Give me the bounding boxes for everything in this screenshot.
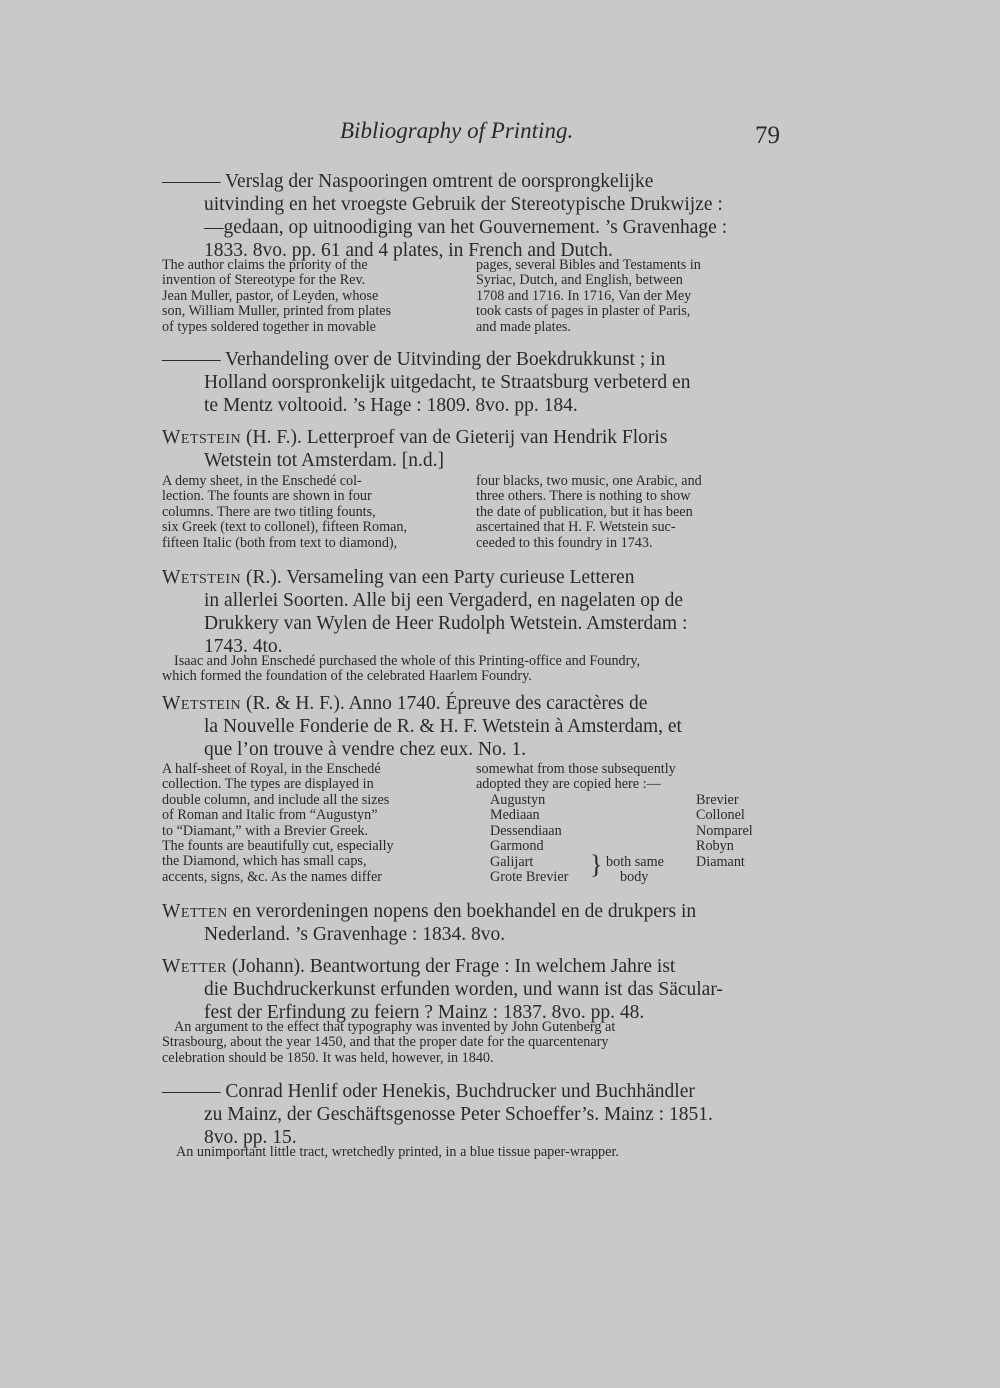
entry-line: fest der Erfindung zu feiern ? Mainz : 1837. 8vo. pp. 48.: [204, 1002, 645, 1023]
type-name-row: [490, 839, 780, 854]
type-name: Dessendiaan: [490, 822, 562, 839]
entry-line: die Buchdruckerkunst erfunden worden, und wann ist das Säcular-: [204, 979, 723, 1000]
note-line: took casts of pages in plaster of Paris,: [476, 303, 691, 320]
note-line: of Roman and Italic from “Augustyn”: [162, 807, 378, 824]
type-name: Mediaan: [490, 807, 540, 824]
type-name-row: [490, 824, 780, 839]
type-name: Grote Brevier: [490, 868, 569, 885]
note-line: The founts are beautifully cut, especially: [162, 838, 394, 855]
both-same-label: [606, 855, 664, 886]
note-line: somewhat from those subsequently: [476, 761, 676, 777]
note-line: A demy sheet, in the Enschedé col-: [162, 473, 362, 489]
note-line: six Greek (text to collonel), fifteen Roman,: [162, 519, 408, 536]
author-name: Wetstein: [162, 693, 242, 714]
note-line: the date of publication, but it has been: [476, 503, 693, 520]
note-line: adopted they are copied here :—: [476, 776, 661, 793]
note-column-right: [476, 258, 774, 335]
entry-wetstein-hf: [162, 426, 782, 472]
entry-line: [162, 692, 782, 715]
entry-line: la Nouvelle Fonderie de R. & H. F. Wetstein à Amsterdam, et: [204, 716, 682, 737]
entry-line: [162, 955, 782, 978]
entry-line: 1743. 4to.: [204, 636, 283, 657]
note-line: to “Diamant,” with a Brevier Greek.: [162, 822, 369, 839]
note-line: collection. The types are displayed in: [162, 776, 374, 793]
entry-line: Holland oorspronkelijk uitgedacht, te Straatsburg verbeterd en: [204, 372, 691, 393]
type-name-row: [490, 808, 780, 823]
note-line: Jean Muller, pastor, of Leyden, whose: [162, 287, 379, 304]
running-title: Bibliography of Printing.: [340, 118, 574, 143]
entry-title-start: (R.). Versameling van een Party curieuse Letteren: [241, 567, 635, 588]
type-name: Robyn: [696, 838, 734, 855]
type-name: Garmond: [490, 838, 544, 855]
type-name-list: [490, 793, 780, 885]
type-name: Galijart: [490, 853, 534, 870]
note-line: of types soldered together in movable: [162, 318, 376, 335]
author-name: Wetten: [162, 901, 228, 922]
entry-line: zu Mainz, der Geschäftsgenosse Peter Schoeffer’s. Mainz : 1851.: [204, 1104, 713, 1125]
note-line: Isaac and John Enschedé purchased the whole of this Printing-office and Foundry,: [174, 653, 641, 669]
entry-title-start: (Johann). Beantwortung der Frage : In welchem Jahre ist: [226, 956, 676, 977]
entry-verslag: [162, 170, 782, 262]
entry-line: 8vo. pp. 15.: [204, 1127, 297, 1148]
type-name: Nomparel: [696, 822, 753, 839]
entry-note: [162, 654, 778, 685]
entry-wetten: [162, 900, 782, 946]
note-line: columns. There are two titling founts,: [162, 503, 376, 520]
entry-line: [162, 566, 782, 589]
note-line: An unimportant little tract, wretchedly printed, in a blue tissue paper-wrapper.: [176, 1144, 619, 1160]
note-line: which formed the foundation of the celebrated Haarlem Foundry.: [162, 668, 532, 685]
both-same-line: both same: [606, 854, 664, 870]
note-line: four blacks, two music, one Arabic, and: [476, 473, 702, 489]
page-number: 79: [755, 122, 780, 149]
entry-line: Wetstein tot Amsterdam. [n.d.]: [204, 450, 444, 471]
note-line: invention of Stereotype for the Rev.: [162, 272, 366, 289]
brace-glyph: }: [590, 850, 603, 879]
note-line: son, William Muller, printed from plates: [162, 303, 392, 320]
entry-line: Drukkery van Wylen de Heer Rudolph Wetstein. Amsterdam :: [204, 613, 688, 634]
note-column-right: [476, 474, 774, 551]
type-name: Collonel: [696, 807, 745, 824]
note-line: fifteen Italic (both from text to diamond),: [162, 534, 398, 551]
note-line: and made plates.: [476, 318, 571, 335]
note-column-left: [162, 474, 460, 551]
entry-title-start: (H. F.). Letterproef van de Gieterij van Hendrik Floris: [241, 427, 668, 448]
entry-line: in allerlei Soorten. Alle bij een Vergaderd, en nagelaten op de: [204, 590, 684, 611]
entry-note: [162, 1145, 778, 1160]
entry-wetstein-r: [162, 566, 782, 658]
note-line: the Diamond, which has small caps,: [162, 853, 367, 870]
type-name: Brevier: [696, 792, 739, 808]
author-name: Wetter: [162, 956, 227, 977]
entry-line: te Mentz voltooid. ’s Hage : 1809. 8vo. pp. 184.: [204, 395, 578, 416]
entry-line: [162, 900, 782, 923]
entry-wetstein-rhf: [162, 692, 782, 761]
note-column-left: [162, 762, 460, 885]
entry-title-start: (R. & H. F.). Anno 1740. Épreuve des caractères de: [241, 693, 648, 714]
note-line: ceeded to this foundry in 1743.: [476, 534, 653, 551]
author-name: Wetstein: [162, 567, 242, 588]
entry-verhandeling: [162, 348, 782, 417]
entry-line: ——— Conrad Henlif oder Henekis, Buchdrucker und Buchhändler: [162, 1081, 695, 1102]
note-line: 1708 and 1716. In 1716, Van der Mey: [476, 287, 692, 304]
entry-line: 1833. 8vo. pp. 61 and 4 plates, in French and Dutch.: [204, 240, 613, 261]
entry-line: —gedaan, op uitnoodiging van het Gouvernement. ’s Gravenhage :: [204, 217, 728, 238]
type-name-row: [490, 793, 780, 808]
entry-line: ——— Verhandeling over de Uitvinding der Boekdrukkunst ; in: [162, 349, 666, 370]
both-same-line: body: [620, 869, 649, 886]
running-head: [340, 118, 780, 149]
note-line: celebration should be 1850. It was held, however, in 1840.: [162, 1049, 494, 1066]
author-name: Wetstein: [162, 427, 242, 448]
note-line: lection. The founts are shown in four: [162, 488, 372, 505]
entry-line: Nederland. ’s Gravenhage : 1834. 8vo.: [204, 924, 506, 945]
entry-title-start: en verordeningen nopens den boekhandel en de drukpers in: [227, 901, 697, 922]
note-line: accents, signs, &c. As the names differ: [162, 868, 382, 885]
note-column-right: [476, 761, 774, 886]
note-line: ascertained that H. F. Wetstein suc-: [476, 519, 676, 536]
note-line: three others. There is nothing to show: [476, 488, 691, 505]
note-line: pages, several Bibles and Testaments in: [476, 257, 701, 273]
entry-conrad-henlif: [162, 1080, 782, 1149]
entry-wetter: [162, 955, 782, 1024]
type-name: Augustyn: [490, 792, 546, 808]
note-line: A half-sheet of Royal, in the Enschedé: [162, 761, 381, 777]
note-line: Strasbourg, about the year 1450, and that the proper date for the quarcentenary: [162, 1034, 609, 1051]
entry-line: [162, 426, 782, 449]
note-line: Syriac, Dutch, and English, between: [476, 272, 683, 289]
entry-line: uitvinding en het vroegste Gebruik der Stereotypische Drukwijze :: [204, 194, 723, 215]
note-column-left: [162, 258, 460, 335]
entry-line: que l’on trouve à vendre chez eux. No. 1.: [204, 739, 527, 760]
note-line: The author claims the priority of the: [162, 257, 368, 273]
entry-line: ——— Verslag der Naspooringen omtrent de oorsprongkelijke: [162, 171, 654, 192]
entry-note: [162, 1020, 778, 1066]
note-line: double column, and include all the sizes: [162, 791, 390, 808]
type-name: Diamant: [696, 853, 745, 870]
note-line: An argument to the effect that typography was invented by John Gutenberg at: [174, 1019, 616, 1035]
